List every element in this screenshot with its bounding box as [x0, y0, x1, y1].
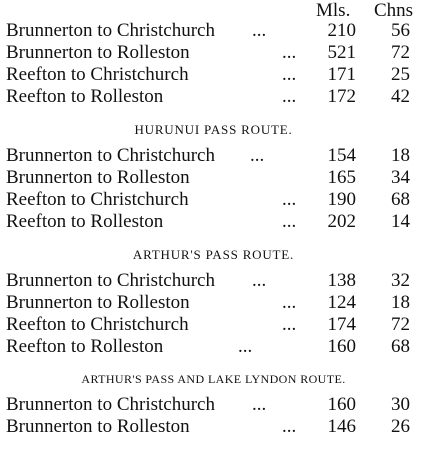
- table-row: [6, 314, 421, 336]
- miles-value: 202: [327, 211, 356, 232]
- chains-value: 14: [391, 211, 410, 232]
- miles-value: 138: [327, 270, 356, 291]
- table-row: [6, 211, 421, 233]
- section-heading: ARTHUR'S PASS AND LAKE LYNDON ROUTE.: [81, 372, 346, 386]
- chains-value: 25: [391, 64, 410, 85]
- route-name: Reefton to Christchurch: [6, 314, 189, 335]
- chains-value: 68: [391, 189, 410, 210]
- dot-leader: ...: [282, 189, 297, 210]
- route-name: Reefton to Christchurch: [6, 64, 189, 85]
- miles-value: 210: [327, 20, 356, 41]
- route-name: Brunnerton to Christchurch: [6, 20, 215, 41]
- miles-value: 521: [327, 42, 356, 63]
- chains-value: 18: [391, 145, 410, 166]
- miles-value: 160: [327, 394, 356, 415]
- miles-value: 160: [327, 336, 356, 357]
- route-name: Brunnerton to Christchurch: [6, 394, 215, 415]
- table-row: [6, 394, 421, 416]
- dot-leader: ...: [282, 64, 297, 85]
- dot-leader: ...: [252, 394, 267, 415]
- section-heading: ARTHUR'S PASS ROUTE.: [132, 247, 295, 262]
- chains-value: 72: [391, 314, 410, 335]
- dot-leader: ...: [250, 145, 265, 166]
- dot-leader: ...: [238, 336, 253, 357]
- chains-value: 68: [391, 336, 410, 357]
- table-row: [6, 167, 421, 189]
- dot-leader: ...: [282, 416, 297, 437]
- table-row: [6, 86, 421, 108]
- route-name: Brunnerton to Rolleston: [6, 167, 190, 188]
- miles-value: 171: [327, 64, 356, 85]
- table-row: [6, 292, 421, 314]
- chains-value: 72: [391, 42, 410, 63]
- chains-value: 56: [391, 20, 410, 41]
- miles-value: 174: [327, 314, 356, 335]
- route-name: Brunnerton to Christchurch: [6, 145, 215, 166]
- miles-value: 124: [327, 292, 356, 313]
- miles-column-header: Mls.: [316, 0, 351, 21]
- table-row: [6, 42, 421, 64]
- chains-value: 42: [391, 86, 410, 107]
- dot-leader: ...: [252, 20, 267, 41]
- dot-leader: ...: [282, 86, 297, 107]
- dot-leader: ...: [282, 314, 297, 335]
- dot-leader: ...: [282, 211, 297, 232]
- miles-value: 165: [327, 167, 356, 188]
- chains-value: 34: [391, 167, 410, 188]
- route-name: Brunnerton to Rolleston: [6, 42, 190, 63]
- table-row: [6, 270, 421, 292]
- miles-value: 154: [327, 145, 356, 166]
- route-name: Reefton to Rolleston: [6, 336, 164, 357]
- table-row: [6, 416, 421, 438]
- route-name: Reefton to Christchurch: [6, 189, 189, 210]
- chains-value: 18: [391, 292, 410, 313]
- miles-value: 146: [327, 416, 356, 437]
- dot-leader: ...: [282, 42, 297, 63]
- chains-value: 30: [391, 394, 410, 415]
- table-row: [6, 189, 421, 211]
- chains-value: 32: [391, 270, 410, 291]
- dot-leader: ...: [252, 270, 267, 291]
- route-name: Brunnerton to Christchurch: [6, 270, 215, 291]
- table-row: [6, 145, 421, 167]
- route-name: Brunnerton to Rolleston: [6, 416, 190, 437]
- chains-column-header: Chns: [374, 0, 414, 21]
- chains-value: 26: [391, 416, 410, 437]
- route-name: Brunnerton to Rolleston: [6, 292, 190, 313]
- miles-value: 190: [327, 189, 356, 210]
- route-name: Reefton to Rolleston: [6, 211, 164, 232]
- dot-leader: ...: [282, 292, 297, 313]
- table-row: [6, 64, 421, 86]
- table-row: [6, 20, 421, 42]
- section-heading: HURUNUI PASS ROUTE.: [134, 122, 293, 137]
- miles-value: 172: [327, 86, 356, 107]
- route-name: Reefton to Rolleston: [6, 86, 164, 107]
- table-row: [6, 336, 421, 358]
